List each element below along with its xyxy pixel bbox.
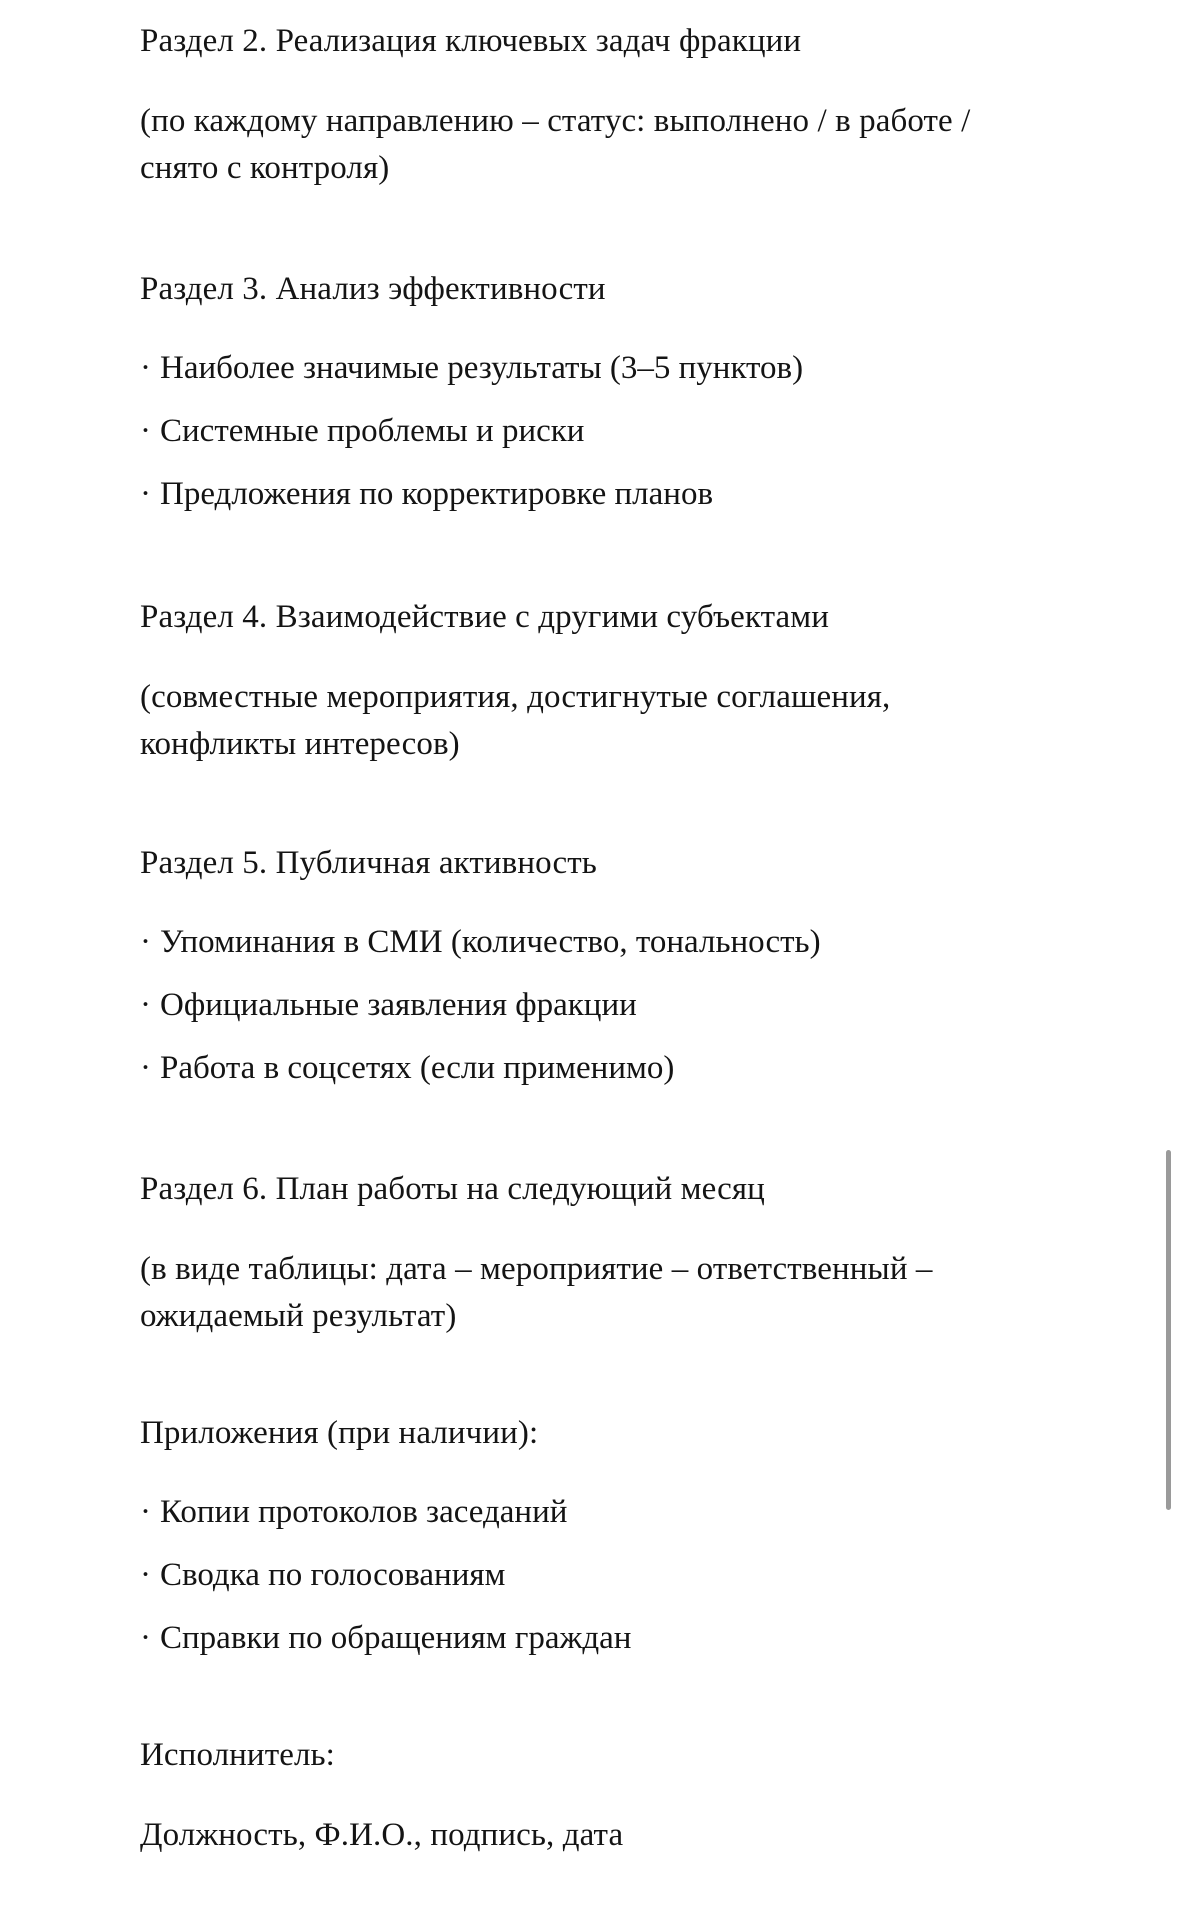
section-2-heading: Раздел 2. Реализация ключевых задач фракции bbox=[140, 23, 802, 59]
list-item-label: Наиболее значимые результаты (3–5 пунктов) bbox=[160, 350, 804, 387]
list-item-label: Системные проблемы и риски bbox=[160, 413, 585, 450]
list-item bbox=[140, 919, 1020, 966]
list-item bbox=[140, 982, 1020, 1029]
bullet-icon: · bbox=[140, 476, 151, 513]
list-item-label: Работа в соцсетях (если применимо) bbox=[160, 1050, 675, 1087]
section-5-bullet-list bbox=[140, 919, 1020, 1092]
section-6-heading: Раздел 6. План работы на следующий месяц bbox=[140, 1171, 765, 1208]
bullet-icon: · bbox=[140, 413, 151, 450]
bullet-icon: · bbox=[140, 1620, 151, 1657]
list-item-label: Справки по обращениям граждан bbox=[160, 1620, 632, 1657]
scrollbar-thumb[interactable] bbox=[1166, 1150, 1171, 1510]
list-item bbox=[140, 1489, 1020, 1536]
bullet-icon: · bbox=[140, 1494, 151, 1531]
list-item bbox=[140, 1615, 1020, 1662]
bullet-icon: · bbox=[140, 924, 151, 961]
list-item-label: Предложения по корректировке планов bbox=[160, 476, 714, 513]
bullet-icon: · bbox=[140, 350, 151, 387]
section-4-heading: Раздел 4. Взаимодействие с другими субъектами bbox=[140, 599, 829, 636]
section-3-heading: Раздел 3. Анализ эффективности bbox=[140, 270, 606, 307]
document-content bbox=[140, 0, 1020, 1892]
bullet-icon: · bbox=[140, 1557, 151, 1594]
section-5-heading: Раздел 5. Публичная активность bbox=[140, 844, 597, 881]
list-item bbox=[140, 1045, 1020, 1092]
list-item bbox=[140, 408, 1020, 455]
list-item bbox=[140, 471, 1020, 518]
section-6-note: (в виде таблицы: дата – мероприятие – ответственный – ожидаемый результат) bbox=[140, 1250, 941, 1334]
bullet-icon: · bbox=[140, 987, 151, 1024]
appendix-heading: Приложения (при наличии): bbox=[140, 1414, 539, 1451]
section-2-note: (по каждому направлению – статус: выполнено / в работе / снято с контроля) bbox=[140, 102, 979, 186]
list-item-label: Упоминания в СМИ (количество, тональность) bbox=[160, 924, 821, 961]
list-item bbox=[140, 1552, 1020, 1599]
bullet-icon: · bbox=[140, 1050, 151, 1087]
appendix-bullet-list bbox=[140, 1489, 1020, 1662]
section-4-note: (совместные мероприятия, достигнутые соглашения, конфликты интересов) bbox=[140, 678, 899, 762]
scrollbar-track[interactable] bbox=[1165, 0, 1173, 1922]
executor-heading: Исполнитель: bbox=[140, 1737, 335, 1774]
executor-signature-line: Должность, Ф.И.О., подпись, дата bbox=[140, 1816, 624, 1853]
list-item-label: Официальные заявления фракции bbox=[160, 987, 637, 1024]
list-item-label: Копии протоколов заседаний bbox=[160, 1494, 568, 1531]
list-item bbox=[140, 345, 1020, 392]
list-item-label: Сводка по голосованиям bbox=[160, 1557, 506, 1594]
section-3-bullet-list bbox=[140, 345, 1020, 518]
